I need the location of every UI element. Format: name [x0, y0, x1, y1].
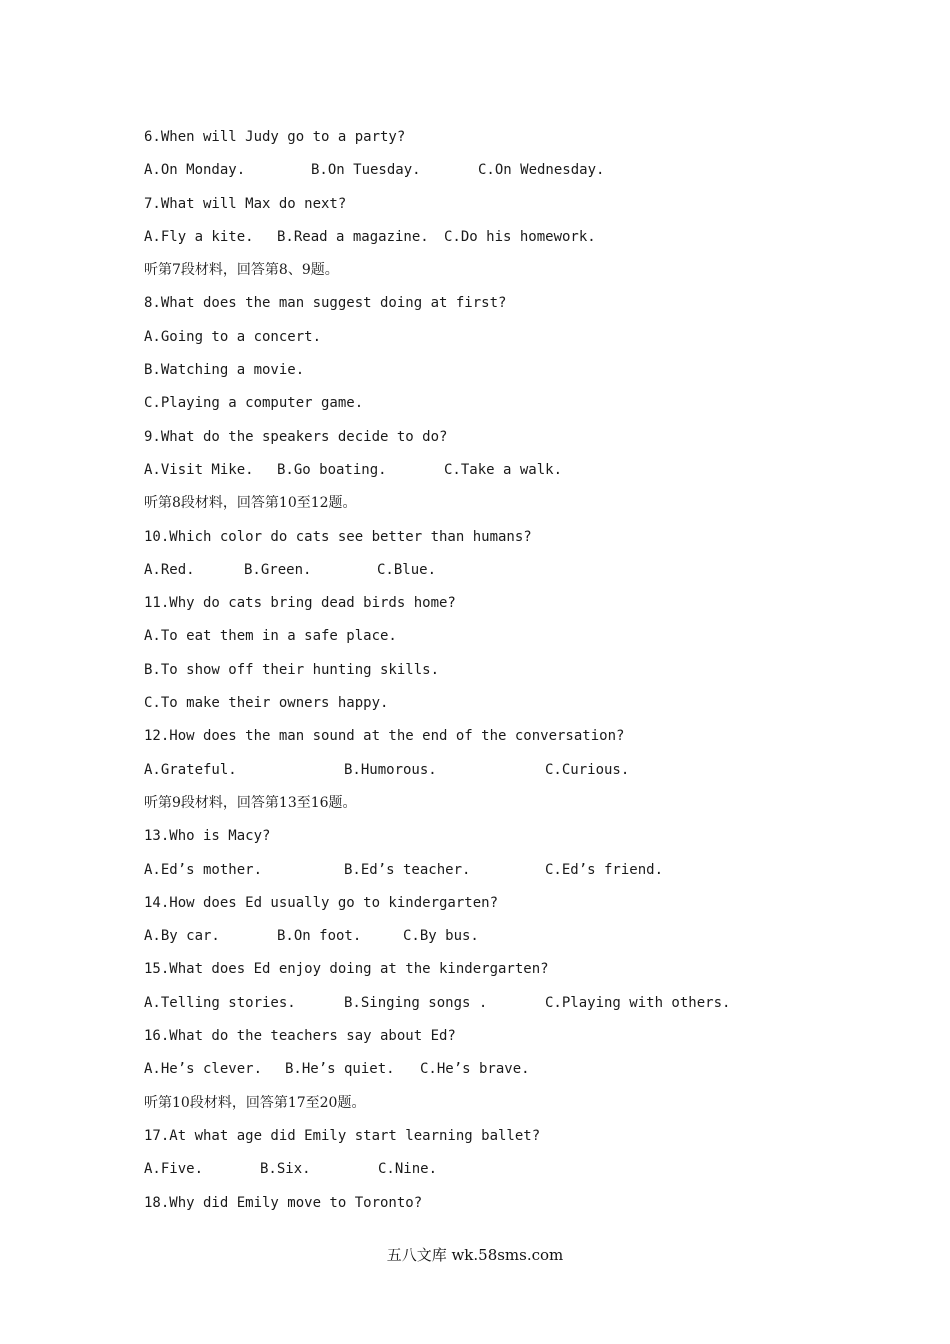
- section-heading-7: 听第7段材料，回答第8、9题。: [144, 262, 339, 279]
- options-10: [144, 557, 844, 590]
- option-b: B.He’s quiet.: [285, 1061, 395, 1078]
- option-b: B.Humorous.: [344, 761, 437, 778]
- option-c: C.Ed’s friend.: [545, 861, 664, 878]
- option-a: A.Grateful.: [144, 761, 237, 778]
- option-c: C.Curious.: [545, 761, 630, 778]
- question-14: 14.How does Ed usually go to kindergarten?: [144, 894, 499, 911]
- question-16: 16.What do the teachers say about Ed?: [144, 1028, 456, 1045]
- option-a: A.On Monday.: [144, 162, 246, 179]
- question-10: 10.Which color do cats see better than humans?: [144, 528, 532, 545]
- option-c: C.Nine.: [378, 1161, 438, 1178]
- question-list: [144, 124, 844, 1223]
- option-c: C.He’s brave.: [420, 1061, 530, 1078]
- options-12: [144, 757, 844, 790]
- option-a: A.Visit Mike.: [144, 461, 254, 478]
- question-13: 13.Who is Macy?: [144, 828, 271, 845]
- option-a: A.Fly a kite.: [144, 228, 254, 245]
- option-b: B.On foot.: [277, 928, 362, 945]
- question-11: 11.Why do cats bring dead birds home?: [144, 595, 456, 612]
- question-9: 9.What do the speakers decide to do?: [144, 428, 448, 445]
- option-c: C.Take a walk.: [444, 461, 563, 478]
- option-a: A.Red.: [144, 561, 195, 578]
- option-c: C.On Wednesday.: [478, 162, 605, 179]
- question-6: 6.When will Judy go to a party?: [144, 129, 406, 145]
- option-11b: B.To show off their hunting skills.: [144, 661, 440, 678]
- question-17: 17.At what age did Emily start learning ballet?: [144, 1127, 541, 1144]
- option-a: A.Five.: [144, 1161, 204, 1178]
- option-c: C.By bus.: [403, 928, 479, 945]
- option-b: B.Go boating.: [277, 461, 387, 478]
- option-8a: A.Going to a concert.: [144, 328, 322, 345]
- option-c: C.Playing with others.: [545, 994, 731, 1011]
- option-b: B.Six.: [260, 1161, 311, 1178]
- question-8: 8.What does the man suggest doing at first?: [144, 295, 507, 312]
- options-17: [144, 1156, 844, 1189]
- option-b: B.Singing songs .: [344, 994, 488, 1011]
- section-heading-9: 听第9段材料，回答第13至16题。: [144, 794, 357, 811]
- option-c: C.Do his homework.: [444, 228, 596, 245]
- option-a: A.Telling stories.: [144, 994, 296, 1011]
- options-6: [144, 157, 844, 190]
- option-a: A.Ed’s mother.: [144, 861, 263, 878]
- options-15: [144, 990, 844, 1023]
- option-c: C.Blue.: [377, 561, 437, 578]
- page-footer: 五八文库 wk.58sms.com: [386, 1246, 564, 1264]
- option-8b: B.Watching a movie.: [144, 362, 305, 379]
- option-b: B.On Tuesday.: [311, 162, 421, 179]
- option-11a: A.To eat them in a safe place.: [144, 628, 397, 645]
- option-b: B.Green.: [244, 561, 312, 578]
- options-9: [144, 457, 844, 490]
- question-15: 15.What does Ed enjoy doing at the kindergarten?: [144, 961, 549, 978]
- options-13: [144, 857, 844, 890]
- section-heading-10: 听第10段材料，回答第17至20题。: [144, 1094, 366, 1111]
- section-heading-8: 听第8段材料，回答第10至12题。: [144, 495, 357, 512]
- option-b: B.Read a magazine.: [277, 228, 429, 245]
- question-7: 7.What will Max do next?: [144, 195, 347, 212]
- option-a: A.By car.: [144, 928, 220, 945]
- option-a: A.He’s clever.: [144, 1061, 263, 1078]
- question-12: 12.How does the man sound at the end of the conversation?: [144, 728, 625, 745]
- options-16: [144, 1056, 844, 1089]
- option-8c: C.Playing a computer game.: [144, 395, 364, 412]
- options-7: [144, 224, 844, 257]
- options-14: [144, 923, 844, 956]
- question-18: 18.Why did Emily move to Toronto?: [144, 1194, 423, 1211]
- option-11c: C.To make their owners happy.: [144, 695, 389, 712]
- option-b: B.Ed’s teacher.: [344, 861, 471, 878]
